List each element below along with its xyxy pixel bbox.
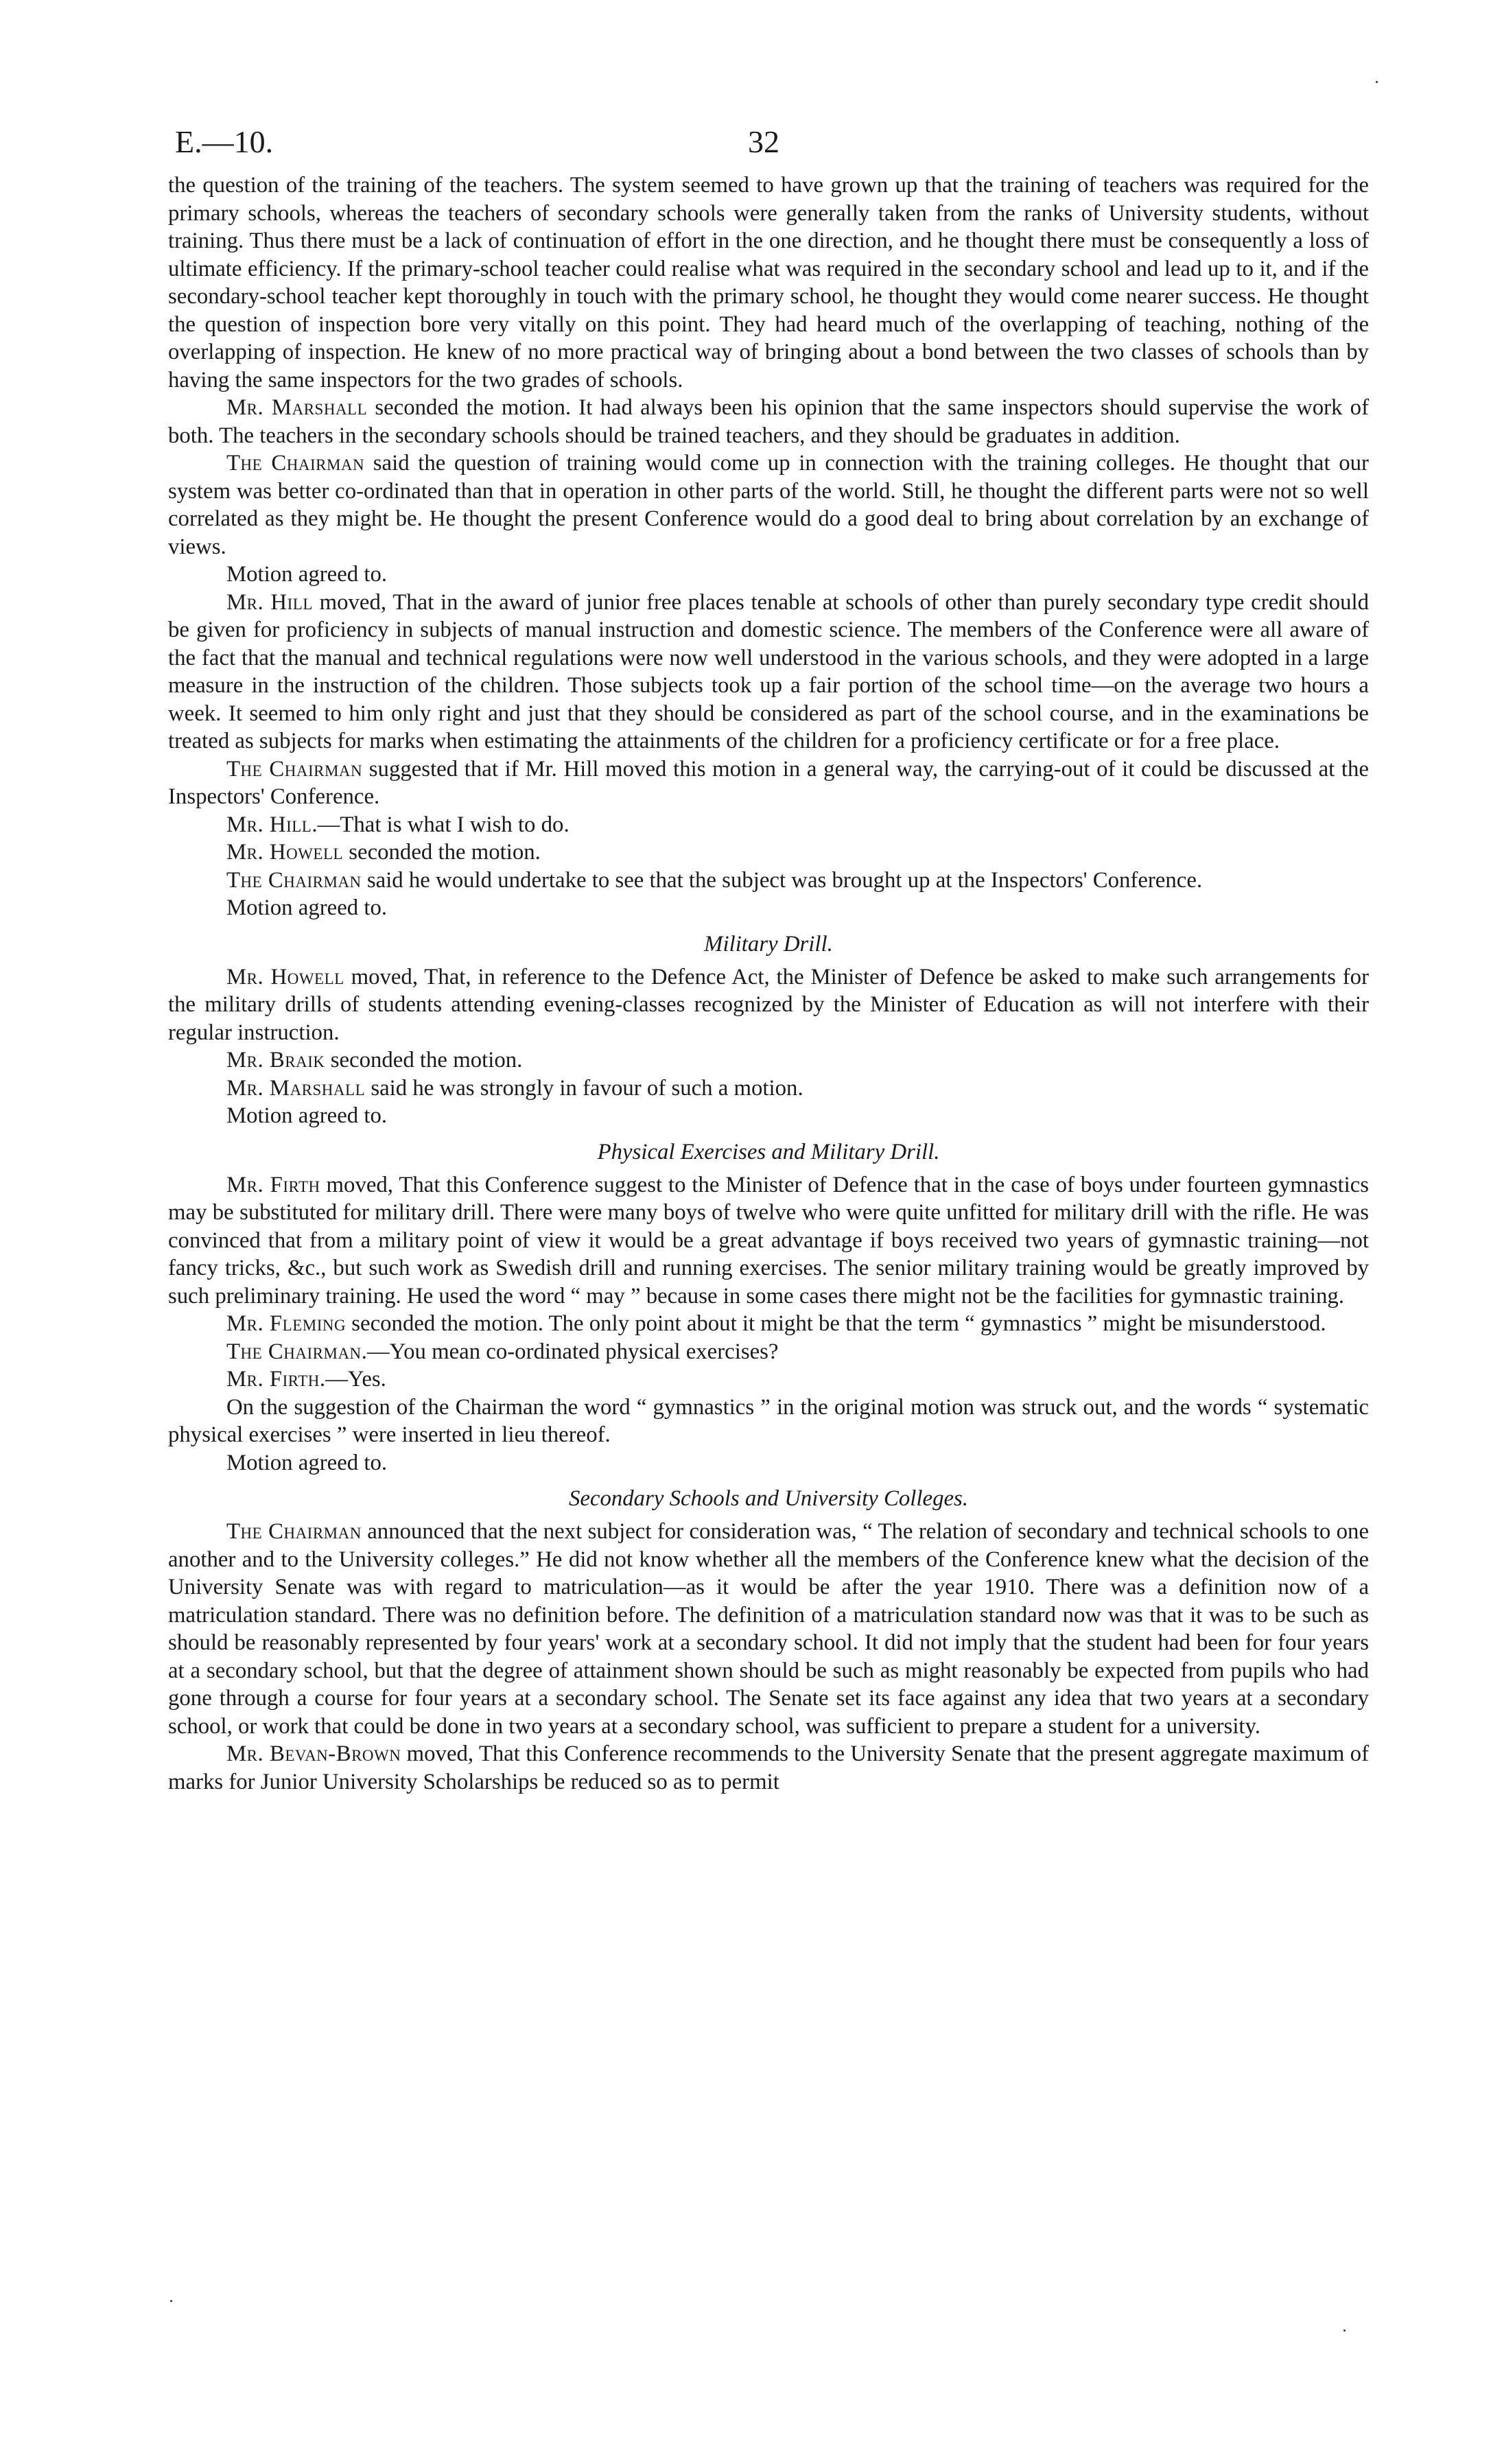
speaker-name: The Chairman <box>226 867 362 893</box>
speaker-name: Mr. Hill <box>226 589 313 615</box>
speaker-name: Mr. Howell <box>226 964 344 989</box>
paragraph: Mr. Firth moved, That this Conference suggest to the Minister of Defence that in the case of boys under fourteen gymnastics may be substituted for military drill. There were many boys of twelve who were quite unfitted for military drill with the rifle. He was convinced that from a military point of view it would be a great advantage if boys received two years of gymnastic training—not fancy tricks, &c., but such work as Swedish drill and running exercises. The senior military training would be greatly improved by such preliminary training. He used the word “ may ” because in some cases there might not be the facilities for gymnastic training. <box>168 1172 1370 1309</box>
paragraph: Motion agreed to. <box>226 1450 388 1475</box>
speaker-name: The Chairman <box>226 1339 362 1364</box>
paragraph: Mr. Firth.—Yes. <box>226 1367 386 1392</box>
speaker-name: The Chairman <box>226 451 365 476</box>
speaker-name: Mr. Howell <box>226 840 344 865</box>
paragraph: Mr. Marshall seconded the motion. It had always been his opinion that the same inspectors should supervise the work of both. The teachers in the secondary schools should be trained teachers, and they should be graduates in addition. <box>168 395 1369 448</box>
scan-speck <box>170 2300 172 2302</box>
paragraph: Mr. Fleming seconded the motion. The only point about it might be that the term “ gymnastics ” might be misunderstood. <box>226 1311 1326 1336</box>
paragraph: The Chairman said he would undertake to see that the subject was brought up at the Inspectors' Conference. <box>226 867 1203 893</box>
paragraph: On the suggestion of the Chairman the word “ gymnastics ” in the original motion was struck out, and the words “ systematic physical exercises ” were inserted in lieu thereof. <box>168 1394 1369 1447</box>
document-code: E.—10. <box>175 124 274 159</box>
speaker-name: Mr. Marshall <box>226 395 368 420</box>
paragraph: Mr. Marshall said he was strongly in favour of such a motion. <box>226 1075 803 1101</box>
paragraph: The Chairman said the question of training would come up in connection with the training colleges. He thought that our system was better co-ordinated than that in operation in other parts of the world. Still, he thought the different parts were not so well correlated as they might be. He thought the present Conference would do a good deal to bring about correlation by an exchange of views. <box>168 451 1369 559</box>
paragraph: Mr. Bevan-Brown moved, That this Conference recommends to the University Senate that the present aggregate maximum of marks for Junior University Scholarships be reduced so as to permit <box>168 1741 1369 1794</box>
speaker-name: The Chairman <box>226 1519 362 1544</box>
speaker-name: Mr. Firth <box>226 1172 320 1197</box>
paragraph: Mr. Hill moved, That in the award of junior free places tenable at schools of other than purely secondary type credit should be given for proficiency in subjects of manual instruction and domestic science. The members of the Conference were all aware of the fact that the manual and technical regulations were now well understood in the various schools, and they were adopted in a large measure in the instruction of the children. Those subjects took up a fair portion of the school time—on the average two hours a week. It seemed to him only right and just that they should be considered as part of the school course, and in the examinations be treated as subjects for marks when estimating the attainments of the children for a proficiency certificate or for a free place. <box>168 589 1370 753</box>
paragraph: The Chairman suggested that if Mr. Hill moved this motion in a general way, the carrying-out of it could be discussed at the Inspectors' Conference. <box>168 756 1369 809</box>
paragraph: Mr. Howell seconded the motion. <box>226 840 541 865</box>
speaker-name: Mr. Marshall <box>226 1075 366 1101</box>
speaker-name: Mr. Firth <box>226 1367 320 1392</box>
section-heading: Secondary Schools and University Colleges. <box>568 1486 969 1511</box>
paragraph: Motion agreed to. <box>226 1103 388 1128</box>
paragraph: Mr. Howell moved, That, in reference to the Defence Act, the Minister of Defence be asked to make such arrangements for the military drills of students attending evening-classes recognized by the Minister of Education as will not interfere with their regular instruction. <box>168 964 1369 1045</box>
document-page <box>168 124 1369 1796</box>
scan-speck <box>1343 2330 1346 2332</box>
paragraph: Mr. Hill.—That is what I wish to do. <box>226 812 570 837</box>
paragraph: The Chairman announced that the next subject for consideration was, “ The relation of secondary and technical schools to one another and to the University colleges.” He did not know whether all the members of the Conference knew what the decision of the University Senate was with regard to matriculation—as it would be after the year 1910. There was a definition now of a matriculation standard. There was no definition before. The definition of a matriculation standard now was that it was to be such as should be reasonably represented by four years' work at a secondary school. It did not imply that the student had been for four years at a secondary school, but that the degree of attainment shown should be such as might reasonably be expected from pupils who had gone through a course for four years at a secondary school. The Senate set its face against any idea that two years at a secondary school, or work that could be done in two years at a secondary school, was sufficient to prepare a student for a university. <box>168 1519 1369 1739</box>
speaker-name: Mr. Fleming <box>226 1311 347 1336</box>
scan-speck <box>1376 81 1378 83</box>
body-text <box>168 172 1369 1796</box>
section-heading: Physical Exercises and Military Drill. <box>597 1139 940 1164</box>
paragraph: The Chairman.—You mean co-ordinated physical exercises? <box>226 1339 779 1364</box>
paragraph: the question of the training of the teachers. The system seemed to have grown up that the training of teachers was required for the primary schools, whereas the teachers of secondary schools were generally taken from the ranks of University students, without training. Thus there must be a lack of continuation of effort in the one direction, and he thought there must be consequently a loss of ultimate efficiency. If the primary-school teacher could realise what was required in the secondary school and lead up to it, and if the secondary-school teacher kept thoroughly in touch with the primary school, he thought they would come nearer success. He thought the question of inspection bore very vitally on this point. They had heard much of the overlapping of teaching, nothing of the overlapping of inspection. He knew of no more practical way of bringing about a bond between the two classes of schools than by having the same inspectors for the two grades of schools. <box>168 173 1369 392</box>
paragraph: Motion agreed to. <box>226 562 388 587</box>
speaker-name: Mr. Braik <box>226 1048 325 1072</box>
speaker-name: Mr. Bevan-Brown <box>226 1741 401 1766</box>
paragraph: Mr. Braik seconded the motion. <box>226 1048 523 1072</box>
page-number: 32 <box>748 124 779 159</box>
section-heading: Military Drill. <box>704 931 833 957</box>
speaker-name: The Chairman <box>226 756 363 782</box>
running-head <box>168 124 1369 172</box>
speaker-name: Mr. Hill <box>226 812 312 837</box>
paragraph: Motion agreed to. <box>226 895 388 920</box>
